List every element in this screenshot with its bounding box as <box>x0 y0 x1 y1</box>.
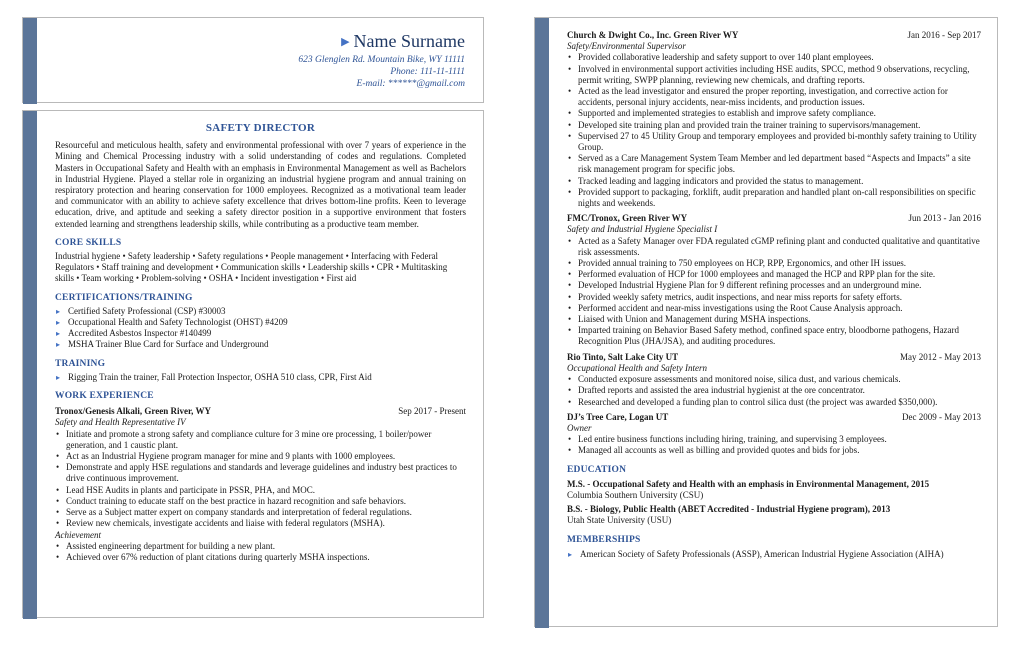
list-item: ▸ Accredited Asbestos Inspector #140499 <box>55 328 466 339</box>
list-item: • Initiate and promote a strong safety and compliance culture for 3 mine ore processing, 1 boiler/power generation, and 1 caustic plant. <box>55 429 466 451</box>
list-item: • Demonstrate and apply HSE regulations and standards and leverage guidelines and industry best practices to drive continuous improvement. <box>55 462 466 484</box>
job-role: Safety and Industrial Hygiene Specialist I <box>567 224 718 235</box>
job-dates: Jun 2013 - Jan 2016 <box>908 213 981 224</box>
memberships-heading: MEMBERSHIPS <box>567 534 641 545</box>
list-item: • Tracked leading and lagging indicators and provided the status to management. <box>567 176 981 187</box>
achievement-bullets <box>55 541 466 563</box>
education-heading: EDUCATION <box>567 464 627 475</box>
accent-bar <box>535 18 549 628</box>
list-item: ▸ American Society of Safety Professionals (ASSP), American Industrial Hygiene Association (AIHA) <box>567 549 981 560</box>
job-header <box>567 412 981 423</box>
list-item: ▸ Occupational Health and Safety Technologist (OHST) #4209 <box>55 317 466 328</box>
list-item: • Supervised 27 to 45 Utility Group and temporary employees and provided bi-monthly safety training to Utility Group. <box>567 131 981 153</box>
certifications-heading: CERTIFICATIONS/TRAINING <box>55 292 193 303</box>
list-item: • Led entire business functions including hiring, training, and supervising 3 employees. <box>567 434 981 445</box>
list-item: • Serve as a Subject matter expert on company standards and interpretation of federal regulations. <box>55 507 466 518</box>
list-item: • Performed accident and near-miss investigations using the Root Cause Analysis approach. <box>567 303 981 314</box>
job-dates: Dec 2009 - May 2013 <box>902 411 981 422</box>
company: Rio Tinto, Salt Lake City UT <box>567 351 679 362</box>
core-skills-heading: CORE SKILLS <box>55 237 122 248</box>
degree: B.S. - Biology, Public Health (ABET Accredited - Industrial Hygiene program), 2013 <box>567 504 891 515</box>
work-experience-heading: WORK EXPERIENCE <box>55 391 154 402</box>
job-dates: Jan 2016 - Sep 2017 <box>907 30 981 40</box>
school: Columbia Southern University (CSU) <box>567 489 704 500</box>
company: DJ’s Tree Care, Logan UT <box>567 411 669 422</box>
degree: M.S. - Occupational Safety and Health with an emphasis in Environmental Management, 2015 <box>567 478 930 489</box>
list-item: • Acted as a Safety Manager over FDA regulated cGMP refining plant and conducted qualitative and quantitative risk assessments. <box>567 236 981 258</box>
list-item: • Review new chemicals, investigate accidents and liaise with federal regulators (MSHA). <box>55 518 466 529</box>
job-role: Occupational Health and Safety Intern <box>567 362 707 373</box>
accent-bar <box>23 18 37 104</box>
list-item: • Involved in environmental support activities including HSE audits, SPCC, method 9 observations, recycling, permit writing, SWPP planning, reviewing new chemicals, and drafting reports. <box>567 64 981 86</box>
job-header <box>567 30 981 41</box>
job-role: Owner <box>567 422 592 433</box>
school: Utah State University (USU) <box>567 515 672 526</box>
list-item: • Conducted exposure assessments and monitored noise, silica dust, and various chemicals. <box>567 374 981 385</box>
job-target-title: SAFETY DIRECTOR <box>205 122 316 134</box>
name-text: Name Surname <box>353 31 465 51</box>
email: E-mail: ******@gmail.com <box>356 79 465 89</box>
job-dates: May 2012 - May 2013 <box>900 351 981 362</box>
list-item: • Provided collaborative leadership and safety support to over 140 plant employees. <box>567 52 981 63</box>
job-header <box>567 352 981 363</box>
accent-bar <box>23 111 37 619</box>
job-bullets <box>567 52 981 209</box>
list-item: ▸ Certified Safety Professional (CSP) #30003 <box>55 306 466 317</box>
list-item: • Provided annual training to 750 employees on HCP, RPP, Ergonomics, and other IH issues. <box>567 258 981 269</box>
list-item: ▸ Rigging Train the trainer, Fall Protection Inspector, OSHA 510 class, CPR, First Aid <box>55 372 466 383</box>
list-item: • Researched and developed a funding plan to control silica dust (the project was awarded $350,000). <box>567 397 981 408</box>
list-item: • Conduct training to educate staff on the best practice in hazard recognition and safe behaviors. <box>55 496 466 507</box>
list-item: • Lead HSE Audits in plants and participate in PSSR, PHA, and MOC. <box>55 485 466 496</box>
list-item: • Achieved over 67% reduction of plant citations during quarterly MSHA inspections. <box>55 552 466 563</box>
list-item: • Performed evaluation of HCP for 1000 employees and managed the HCP and RPP plan for the site. <box>567 269 981 280</box>
job-bullets <box>567 374 981 408</box>
candidate-name <box>341 31 465 52</box>
job-header <box>55 406 466 417</box>
job-bullets <box>567 434 981 456</box>
achievement-label: Achievement <box>55 529 101 540</box>
list-item: • Provided weekly safety metrics, audit inspections, and near miss reports for safety efforts. <box>567 292 981 303</box>
resume-header-page <box>22 17 484 103</box>
resume-page-2 <box>534 17 998 627</box>
list-item: ▸ MSHA Trainer Blue Card for Surface and Underground <box>55 339 466 350</box>
list-item: • Act as an Industrial Hygiene program manager for mine and 9 plants with 1000 employees. <box>55 451 466 462</box>
job-role: Safety and Health Representative IV <box>55 417 186 428</box>
memberships-list <box>567 549 981 560</box>
resume-page-1 <box>22 110 484 618</box>
job-bullets <box>55 429 466 530</box>
list-item: • Supported and implemented strategies to establish and improve safety compliance. <box>567 108 981 119</box>
list-item: • Developed site training plan and provided train the trainer training to supervisors/management. <box>567 120 981 131</box>
job-bullets <box>567 236 981 348</box>
job-dates: Sep 2017 - Present <box>398 406 466 417</box>
training-list <box>55 372 466 383</box>
job-role: Safety/Environmental Supervisor <box>567 41 686 52</box>
phone: Phone: 111-11-1111 <box>390 67 465 77</box>
job-header <box>567 213 981 224</box>
list-item: • Assisted engineering department for building a new plant. <box>55 541 466 552</box>
address: 623 Glenglen Rd. Mountain Bike, WY 11111 <box>298 55 465 65</box>
list-item: • Imparted training on Behavior Based Safety method, confined space entry, bloodborne pathogens, Hazard Recognition Plus (JHA/JSA), and auditing procedures. <box>567 325 981 347</box>
list-item: • Liaised with Union and Management during MSHA inspections. <box>567 314 981 325</box>
company: FMC/Tronox, Green River WY <box>567 213 688 224</box>
list-item: • Drafted reports and assisted the area industrial hygienist at the ore concentrator. <box>567 385 981 396</box>
summary-text: Resourceful and meticulous health, safety and environmental professional with over 7 years of experience in the Mining and Chemical Processing industry with a solid understanding of codes and regulations. Completed Masters in Occupational Safety and Health with an emphasis in Environmental Management as well as Bachelors in Industrial Hygiene. Played a stellar role in organizing an industrial hygiene program and annual training on respiratory protection and hearing conservation for 1000 employees. Recognized as a motivational team leader and communicator with an ability to achieve safety excellence that drives bottom-line profits. Keen to leverage education, drive, and aptitude and seeking a safety director position in a supportive environment that fosters extended learning and strengthens leadership skills, while contributing as a productive team member. <box>55 140 466 229</box>
company: Church & Dwight Co., Inc. Green River WY <box>567 30 739 40</box>
list-item: • Served as a Care Management System Team Member and led department based “Aspects and Impacts” a site risk management program for specific jobs. <box>567 153 981 175</box>
certifications-list <box>55 306 466 351</box>
core-skills-text: Industrial hygiene • Safety leadership • Safety regulations • People management • Interfacing with Federal Regulators • Staff training and development • Communication skills • Leadership skills • CPR • Multitasking skills • Team working • Problem-solving • OSHA • Incident investigation • First aid <box>55 251 448 284</box>
list-item: • Developed Industrial Hygiene Plan for 9 different refining processes and an underground mine. <box>567 280 981 291</box>
triangle-icon: ▶ <box>341 36 350 48</box>
company: Tronox/Genesis Alkali, Green River, WY <box>55 406 212 417</box>
list-item: • Provided support to packaging, forklift, audit preparation and handled plant on-call responsibilities on specific nights and weekends. <box>567 187 981 209</box>
list-item: • Managed all accounts as well as billing and provided quotes and bids for jobs. <box>567 445 981 456</box>
list-item: • Acted as the lead investigator and ensured the proper reporting, investigation, and corrective action for accidents, personal injury accidents, near-miss incidents, and production issues. <box>567 86 981 108</box>
training-heading: TRAINING <box>55 358 106 369</box>
